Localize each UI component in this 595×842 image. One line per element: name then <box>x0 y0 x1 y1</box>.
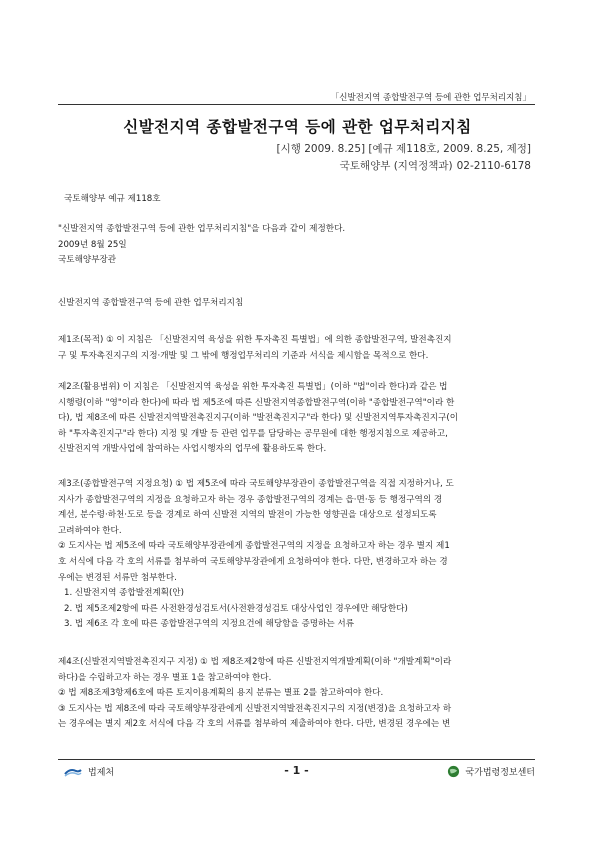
enactment-info: [시행 2009. 8.25] [예규 제118호, 2009. 8.25, 제정] <box>276 143 531 155</box>
article-4 <box>58 655 546 733</box>
article-2-line: 신발전지역 개발사업에 참여하는 사업시행자의 업무에 활용하도록 한다. <box>58 444 327 455</box>
notice-block <box>58 192 546 208</box>
article-3-line: 호 서식에 다음 각 호의 서류를 첨부하여 국토해양부장관에게 요청하여야 한다. 다만, 변경하고자 하는 경 <box>58 556 448 567</box>
article-3-line: 제3조(종합발전구역 지정요청) ① 법 제5조에 따라 국토해양부장관이 종합발전구역을 직접 지정하거나, 도 <box>58 479 454 489</box>
notice-number: 국토해양부 예규 제118호 <box>64 194 161 204</box>
article-4-line: 는 경우에는 별지 제2호 서식에 다음 각 호의 서류를 첨부하여 제출하여야 한다. 다만, 변경된 경우에는 변 <box>58 719 451 730</box>
globe-logo-icon <box>447 765 460 778</box>
article-3-line: ② 도지사는 법 제5조에 따라 국토해양부장관에게 종합발전구역의 지정을 요청하고자 하는 경우 별지 제1 <box>58 541 450 552</box>
article-3-item: 1. 신발전지역 종합발전계획(안) <box>64 588 184 599</box>
article-3-line: 계선, 분수령·하천·도로 등을 경계로 하여 신발전 지역의 발전이 가능한 영향권을 대상으로 설정되도록 <box>58 510 437 521</box>
running-header: 「신발전지역 종합발전구역 등에 관한 업무처리지침」 <box>330 93 531 103</box>
article-1 <box>58 333 546 364</box>
department-name: 국토해양부 (지역정책과) <box>339 160 453 172</box>
article-4-line: 하다)을 수립하고자 하는 경우 별표 1을 참고하여야 한다. <box>58 672 272 683</box>
notice-intro: "신발전지역 종합발전구역 등에 관한 업무처리지침"을 다음과 같이 제정한다. <box>58 224 346 234</box>
article-4-line: ② 법 제8조제3항제6호에 따른 토지이용계획의 용지 분류는 별표 2를 참고하여야 한다. <box>58 688 384 699</box>
footer-left-label: 법제처 <box>88 768 115 778</box>
article-2-line: 다), 법 제8조에 따른 신발전지역발전촉진지구(이하 "발전촉진지구"라 한다) 및 신발전지역투자촉진지구(이 <box>58 413 459 424</box>
page-footer <box>58 763 535 783</box>
article-4-line: 제4조(신발전지역발전촉진지구 지정) ① 법 제8조제2항에 따른 신발전지역개발계획(이하 "개발계획"이라 <box>58 657 452 667</box>
footer-right-label: 국가법령정보센터 <box>465 768 535 778</box>
article-2-line: 제2조(활용범위) 이 지침은 「신발전지역 육성을 위한 투자촉진 특별법」(이하 "법"이라 한다)과 같은 법 <box>58 382 448 392</box>
footer-right <box>447 765 535 778</box>
section-title-block <box>58 296 546 312</box>
department-contact <box>340 158 531 173</box>
footer-divider <box>58 759 535 760</box>
article-4-line: ③ 도지사는 법 제8조에 따라 국토해양부장관에게 신발전지역발전촉진지구의 지정(변경)을 요청하고자 하 <box>58 703 452 714</box>
document-title: 신발전지역 종합발전구역 등에 관한 업무처리지침 <box>123 118 472 136</box>
article-3-line: 고려하여야 한다. <box>58 525 122 536</box>
article-3 <box>58 477 546 633</box>
section-title: 신발전지역 종합발전구역 등에 관한 업무처리지침 <box>58 298 244 308</box>
page-number: - 1 - <box>284 764 309 777</box>
notice-issuer: 국토해양부장관 <box>58 255 117 266</box>
notice-date: 2009년 8월 25일 <box>58 239 127 250</box>
article-2-line: 시행령(이하 "영"이라 한다)에 따라 법 제5조에 따른 신발전지역종합발전구역(이하 "종합발전구역"이라 한 <box>58 397 455 408</box>
department-phone: 02-2110-6178 <box>456 160 531 172</box>
article-1-line: 제1조(목적) ① 이 지침은 「신발전지역 육성을 위한 투자촉진 특별법」에 의한 종합발전구역, 발전촉진지 <box>58 335 452 345</box>
notice-text-block <box>58 222 546 269</box>
article-2-line: 하 "투자촉진지구"라 한다) 지정 및 개발 등 관련 업무를 담당하는 공무원에 대한 행정지침으로 제공하고, <box>58 428 448 439</box>
article-1-line: 구 및 투자촉진지구의 지정·개발 및 그 밖에 행정업무처리의 기준과 서식을 제시함을 목적으로 한다. <box>58 350 429 361</box>
header-divider <box>58 104 535 105</box>
article-3-item: 3. 법 제6조 각 호에 따른 종합발전구역의 지정요건에 해당함을 증명하는 서류 <box>64 619 355 630</box>
article-3-item: 2. 법 제5조제2항에 따른 사전환경성검토서(사전환경성검토 대상사업인 경우에만 해당한다) <box>64 603 408 614</box>
article-3-line: 지사가 종합발전구역의 지정을 요청하고자 하는 경우 종합발전구역의 경계는 읍·면·동 등 행정구역의 경 <box>58 494 443 505</box>
article-2 <box>58 380 546 458</box>
article-3-line: 우에는 변경된 서류만 첨부한다. <box>58 572 177 583</box>
